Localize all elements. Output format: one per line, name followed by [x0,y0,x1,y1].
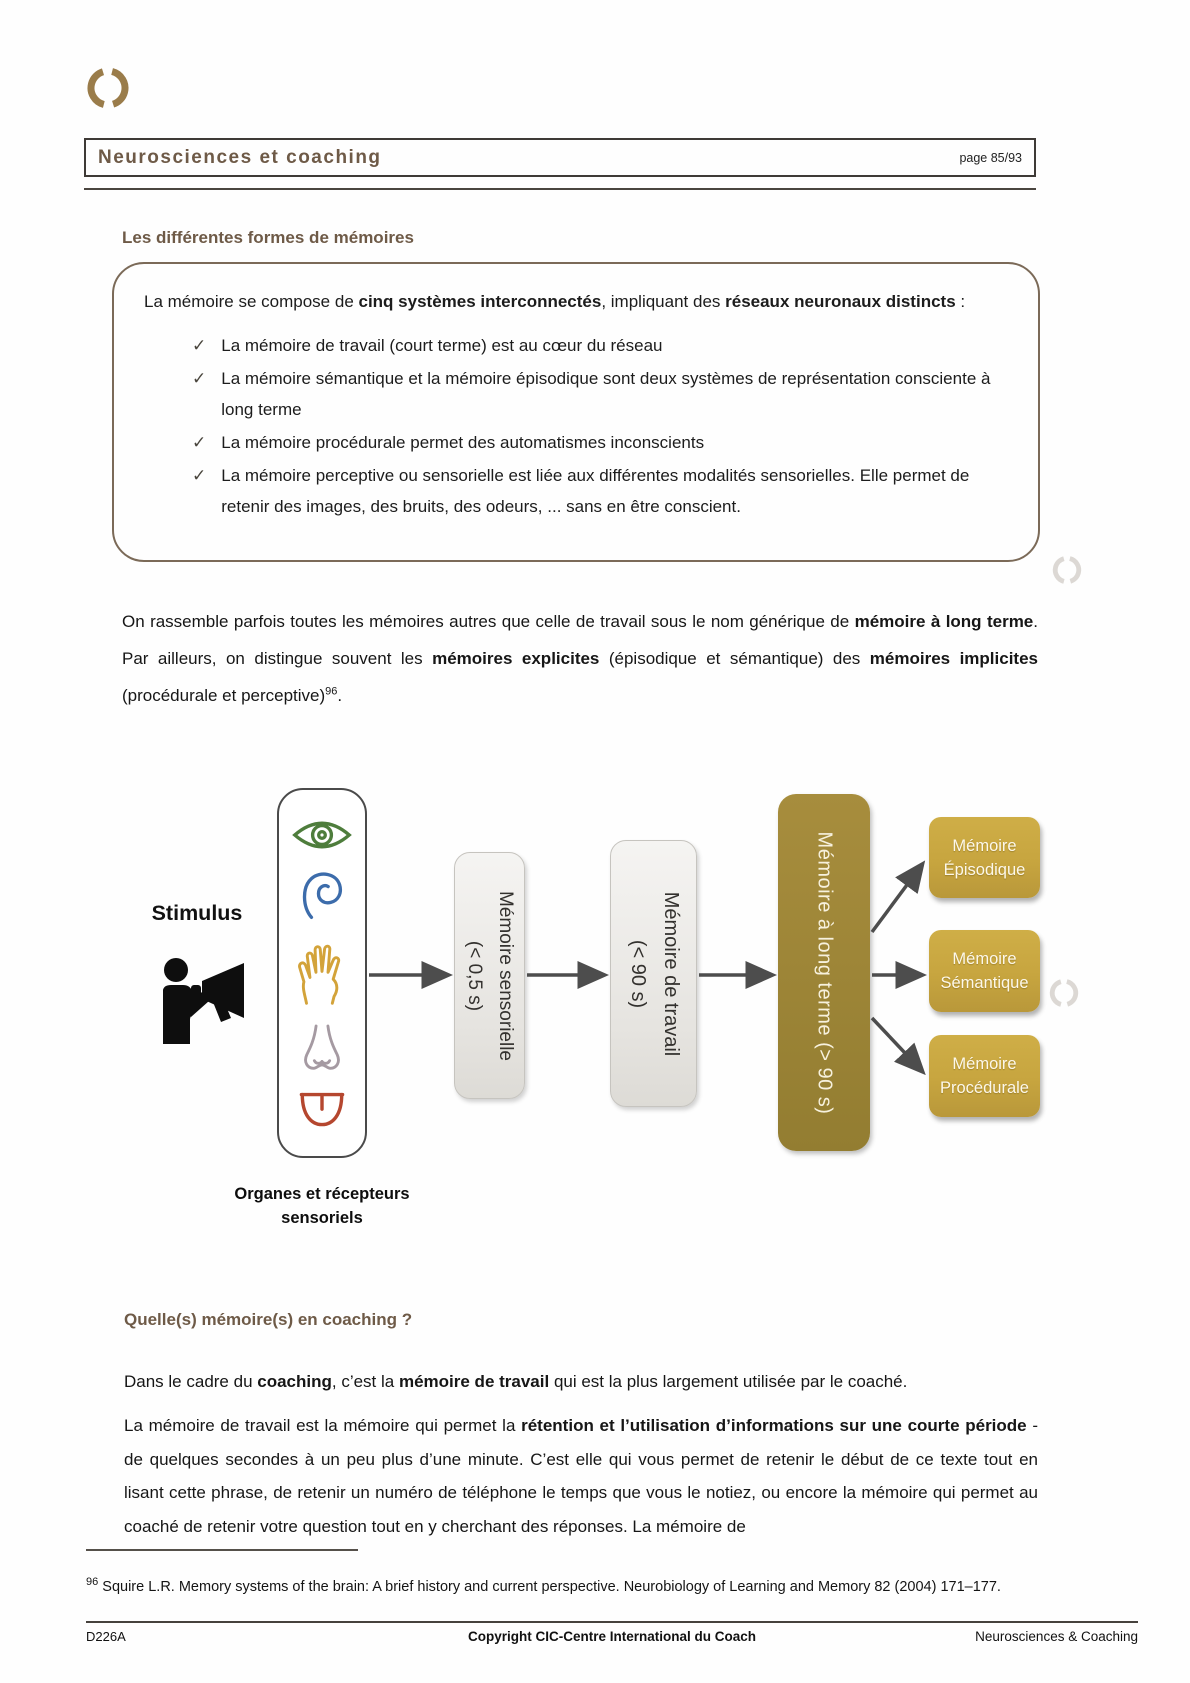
nose-icon [300,1021,344,1075]
memory-checklist [144,330,1004,522]
check-icon: ✓ [192,433,207,452]
procedural-memory-box: Mémoire Procédurale [929,1035,1040,1117]
check-icon: ✓ [192,369,207,388]
paragraph-coaching-1: Dans le cadre du coaching, c’est la mémoire de travail qui est la plus largement utilisée par le coaché. [124,1372,908,1391]
paragraph-long-term: On rassemble parfois toutes les mémoires autres que celle de travail sous le nom générique de mémoire à long terme. Par ailleurs, on distingue souvent les mémoires explicites (épisodique et sémantique) des mémoires implicites (procédurale et perceptive)$^{96}$. [122,612,1039,705]
scan-artifact-ring [1050,552,1084,588]
semantic-memory-box: Mémoire Sémantique [929,930,1040,1012]
section-heading-coaching: Quelle(s) mémoire(s) en coaching ? [124,1310,413,1329]
check-icon: ✓ [192,336,207,355]
sensory-organs-box [277,788,367,1158]
callout-intro: La mémoire se compose de cinq systèmes interconnectés, impliquant des réseaux neuronaux distincts : [144,292,966,311]
list-item-text: La mémoire sémantique et la mémoire épisodique sont deux systèmes de représentation consciente à long terme [221,369,991,419]
stimulus-label: Stimulus [151,901,243,925]
cic-ring-logo-icon [86,62,130,114]
check-icon: ✓ [192,466,207,485]
ear-icon [300,869,344,927]
page-number: page 85/93 [959,150,1022,165]
footer-divider [86,1621,1138,1623]
list-item [192,427,1004,458]
page-header [84,138,1036,177]
organs-label: Organes et récepteurs sensoriels [234,1185,410,1227]
memory-systems-callout [112,262,1040,562]
footer-doc-code: D226A [86,1629,126,1644]
footer-copyright: Copyright CIC-Centre International du Coach [467,1629,756,1644]
hand-icon [296,943,348,1005]
footnote-text: $^{96}$ Squire L.R. Memory systems of the brain: A brief history and current perspective. Neurobiology of Learning and Memory 82 (2004) 171–177. [86,1575,1001,1595]
long-term-memory-box: Mémoire à long terme (> 90 s) [778,794,870,1151]
footnote-divider [86,1549,358,1551]
list-item-text: La mémoire perceptive ou sensorielle est liée aux différentes modalités sensorielles. Elle permet de retenir des images, des bruits, des odeurs, ... sans en être conscient. [221,466,970,516]
eye-icon [291,816,353,854]
section-heading-memory-forms: Les différentes formes de mémoires [122,228,414,247]
page-footer [86,1629,1138,1644]
list-item [192,363,1004,425]
working-memory-box: Mémoire de travail (< 90 s) [610,840,697,1107]
footer-course-title: Neurosciences & Coaching [975,1629,1138,1644]
episodic-memory-box: Mémoire Épisodique [929,817,1040,898]
megaphone-person-icon [156,956,246,1044]
paragraph-coaching-2: La mémoire de travail est la mémoire qui permet la rétention et l’utilisation d’informations sur une courte période - de quelques secondes à un peu plus d’une minute. C’est elle qui vous permet de retenir le début de ce texte tout en lisant cette phrase, de retenir un numéro de téléphone le temps que vous le notiez, ou encore la mémoire qui permet au coaché de retenir votre question tout en y cherchant des réponses. La mémoire de [124,1416,1038,1536]
list-item [192,460,1004,522]
list-item [192,330,1004,361]
list-item-text: La mémoire de travail (court terme) est au cœur du réseau [221,336,663,355]
tongue-icon [298,1090,346,1130]
header-divider [84,188,1036,190]
page-title: Neurosciences et coaching [98,146,382,168]
list-item-text: La mémoire procédurale permet des automatismes inconscients [221,433,705,452]
sensory-memory-box: Mémoire sensorielle (< 0,5 s) [454,852,525,1099]
scan-artifact-ring [1047,975,1081,1011]
